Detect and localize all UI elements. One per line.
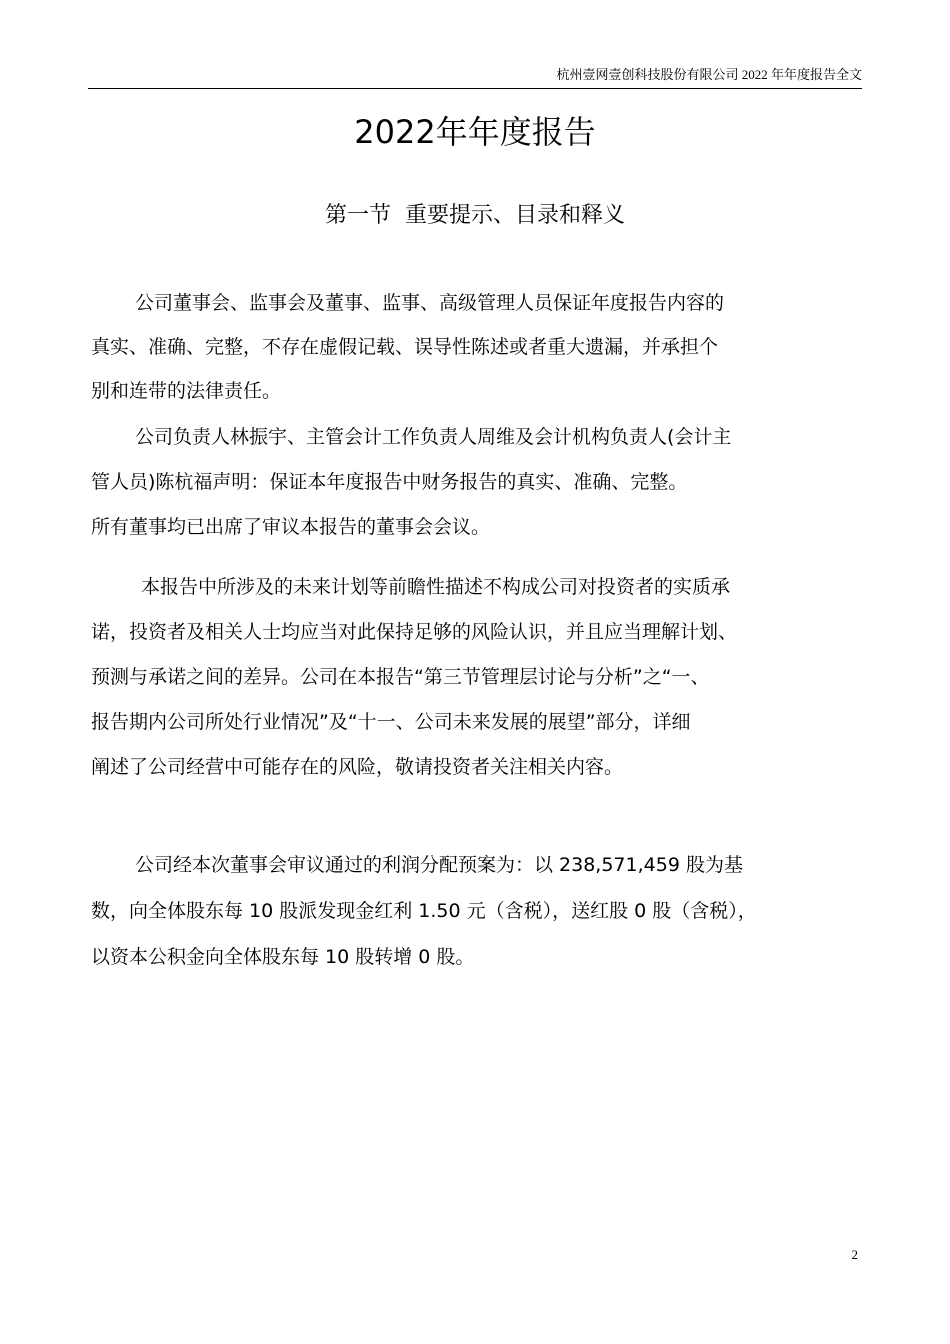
section-title: 第一节 重要提示、目录和释义: [325, 203, 625, 228]
paragraph-line: 诺，投资者及相关人士均应当对此保持足够的风险认识，并且应当理解计划、: [91, 621, 738, 643]
page-number: 2: [851, 1247, 858, 1262]
forward-looking-paragraph: [91, 565, 861, 790]
responsible-persons-paragraph: [91, 415, 861, 550]
paragraph-line: 真实、准确、完整，不存在虚假记载、误导性陈述或者重大遗漏，并承担个: [91, 336, 719, 358]
paragraph-line: 预测与承诺之间的差异。公司在本报告“第三节管理层讨论与分析”之“一、: [91, 666, 710, 688]
paragraph-line: 管人员)陈杭福声明：保证本年度报告中财务报告的真实、准确、完整。: [91, 471, 688, 493]
running-header-text: 杭州壹网壹创科技股份有限公司 2022 年年度报告全文: [556, 67, 862, 82]
paragraph-line: 数，向全体股东每 10 股派发现金红利 1.50 元（含税），送红股 0 股（含税），: [91, 900, 757, 922]
paragraph-line: 别和连带的法律责任。: [91, 380, 282, 402]
board-guarantee-paragraph: [91, 281, 861, 413]
report-title: 2022年年度报告: [354, 113, 596, 151]
paragraph-line: 公司负责人林振宇、主管会计工作负责人周维及会计机构负责人(会计主: [135, 426, 732, 448]
paragraph-line: 所有董事均已出席了审议本报告的董事会会议。: [91, 516, 491, 538]
paragraph-line: 本报告中所涉及的未来计划等前瞻性描述不构成公司对投资者的实质承: [141, 576, 731, 598]
running-header: [88, 64, 862, 89]
profit-distribution-paragraph: [91, 842, 861, 980]
paragraph-line: 阐述了公司经营中可能存在的风险，敬请投资者关注相关内容。: [91, 756, 624, 778]
paragraph-line: 公司董事会、监事会及董事、监事、高级管理人员保证年度报告内容的: [135, 292, 725, 314]
paragraph-line: 以资本公积金向全体股东每 10 股转增 0 股。: [91, 946, 475, 968]
paragraph-line: 报告期内公司所处行业情况”及“十一、公司未来发展的展望”部分，详细: [91, 711, 691, 733]
paragraph-line: 公司经本次董事会审议通过的利润分配预案为：以 238,571,459 股为基: [135, 854, 743, 876]
